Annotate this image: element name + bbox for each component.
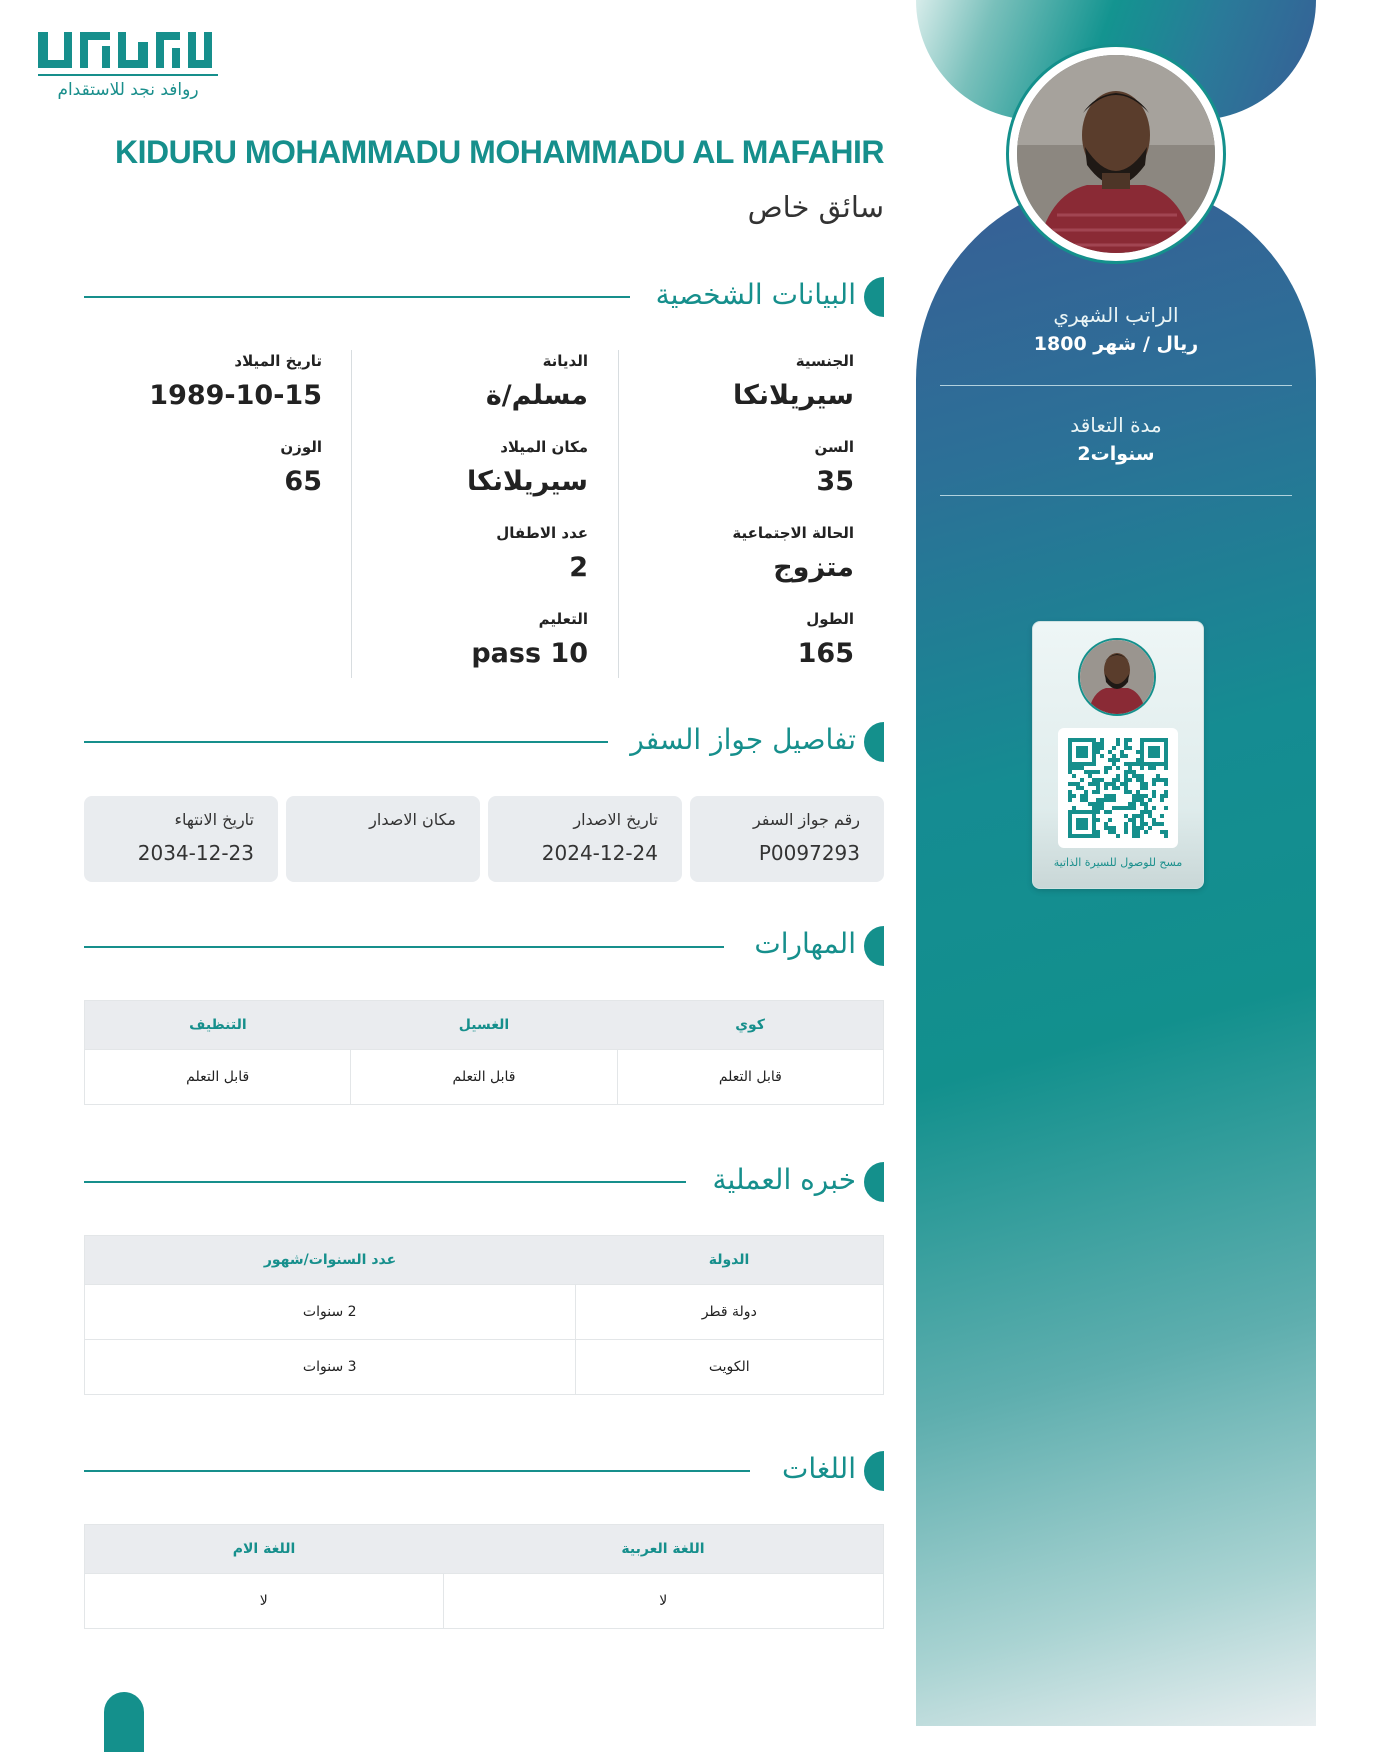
experience-section-title: خبره العملية [712,1163,856,1196]
personal-field [378,438,588,497]
table-header: اللغة الام [85,1525,444,1574]
field-label: مكان الميلاد [500,438,588,456]
profile-photo-frame [1006,44,1226,264]
table-cell: قابل التعلم [617,1050,883,1105]
table-cell: لا [443,1574,884,1629]
passport-field [84,796,278,882]
contract-block [940,413,1292,465]
field-label: السن [814,438,854,456]
salary-label: الراتب الشهري [1053,303,1179,327]
skills-table [84,1000,884,1105]
qr-code[interactable] [1058,728,1178,848]
field-label: تاريخ الاصدار [573,810,658,829]
field-label: الطول [806,610,854,628]
qr-caption: مسح للوصول للسيرة الذاتية [1053,856,1183,869]
section-marker [864,722,884,762]
table-cell: 3 سنوات [85,1340,576,1395]
field-value: 35 [816,466,854,497]
section-divider [84,946,724,948]
passport-field [690,796,884,882]
section-marker [864,1451,884,1491]
table-header: التنظيف [85,1001,351,1050]
field-value: 165 [797,638,854,669]
table-cell: الكويت [575,1340,884,1395]
skills-section-title: المهارات [754,927,856,960]
table-header: الدولة [575,1236,884,1285]
field-value: سيريلانكا [733,380,854,411]
field-value: متزوج [773,552,854,583]
section-divider [84,296,630,298]
logo-text: روافد نجد للاستقدام [57,80,199,100]
personal-field [644,352,854,411]
job-title: سائق خاص [747,190,884,224]
table-row [85,1340,884,1395]
table-cell: لا [85,1574,444,1629]
page-corner-marker [104,1692,144,1752]
languages-table [84,1524,884,1629]
table-cell: قابل التعلم [351,1050,617,1105]
table-header-row [85,1525,884,1574]
candidate-name: KIDURU MOHAMMADU MOHAMMADU AL MAFAHIR [115,134,884,170]
contract-label: مدة التعاقد [1070,413,1162,437]
passport-section-title: تفاصيل جواز السفر [630,723,856,756]
passport-field [488,796,682,882]
table-header: كوي [617,1001,883,1050]
table-header-row [85,1236,884,1285]
column-divider [618,350,619,678]
column-divider [351,350,352,678]
sidebar-divider [940,385,1292,386]
field-label: الديانة [542,352,588,370]
field-label: عدد الاطفال [496,524,588,542]
personal-field [112,438,322,497]
field-label: الوزن [280,438,322,456]
field-label: الحالة الاجتماعية [732,524,854,542]
contract-value: 2سنوات [1077,443,1155,465]
section-divider [84,1470,750,1472]
table-row [85,1050,884,1105]
personal-section-title: البيانات الشخصية [655,278,856,311]
table-row [85,1574,884,1629]
personal-field [644,610,854,669]
personal-field [378,524,588,583]
table-header: اللغة العربية [443,1525,884,1574]
field-value: 2034-12-23 [137,841,254,865]
personal-field [112,352,322,411]
field-label: تاريخ الانتهاء [174,810,254,829]
field-value: 2 [569,552,588,583]
section-marker [864,277,884,317]
field-value: pass 10 [471,638,588,669]
field-label: الجنسية [795,352,854,370]
salary-value: 1800 ريال / شهر [1033,333,1199,355]
passport-field [286,796,480,882]
field-label: مكان الاصدار [369,810,456,829]
table-header-row [85,1001,884,1050]
qr-card[interactable] [1032,621,1204,889]
languages-section-title: اللغات [782,1452,856,1485]
field-value: P0097293 [758,841,860,865]
personal-field [378,352,588,411]
sidebar-divider [940,495,1292,496]
field-value: 65 [284,466,322,497]
field-label: التعليم [538,610,588,628]
field-value: 1989-10-15 [149,380,322,411]
table-cell: دولة قطر [575,1285,884,1340]
field-label: تاريخ الميلاد [234,352,322,370]
field-value: مسلم/ة [485,380,588,411]
table-cell: قابل التعلم [85,1050,351,1105]
field-label: رقم جواز السفر [752,810,860,829]
section-divider [84,1181,686,1183]
experience-table [84,1235,884,1395]
table-row [85,1285,884,1340]
sidebar-panel [916,180,1316,1726]
profile-photo [1013,51,1219,257]
qr-avatar [1078,638,1156,716]
table-header: عدد السنوات/شهور [85,1236,576,1285]
personal-field [378,610,588,669]
table-header: الغسيل [351,1001,617,1050]
section-marker [864,926,884,966]
section-divider [84,741,608,743]
personal-field [644,438,854,497]
section-marker [864,1162,884,1202]
table-cell: 2 سنوات [85,1285,576,1340]
salary-block [940,303,1292,355]
field-value: سيريلانكا [467,466,588,497]
personal-field [644,524,854,583]
field-value: 2024-12-24 [541,841,658,865]
